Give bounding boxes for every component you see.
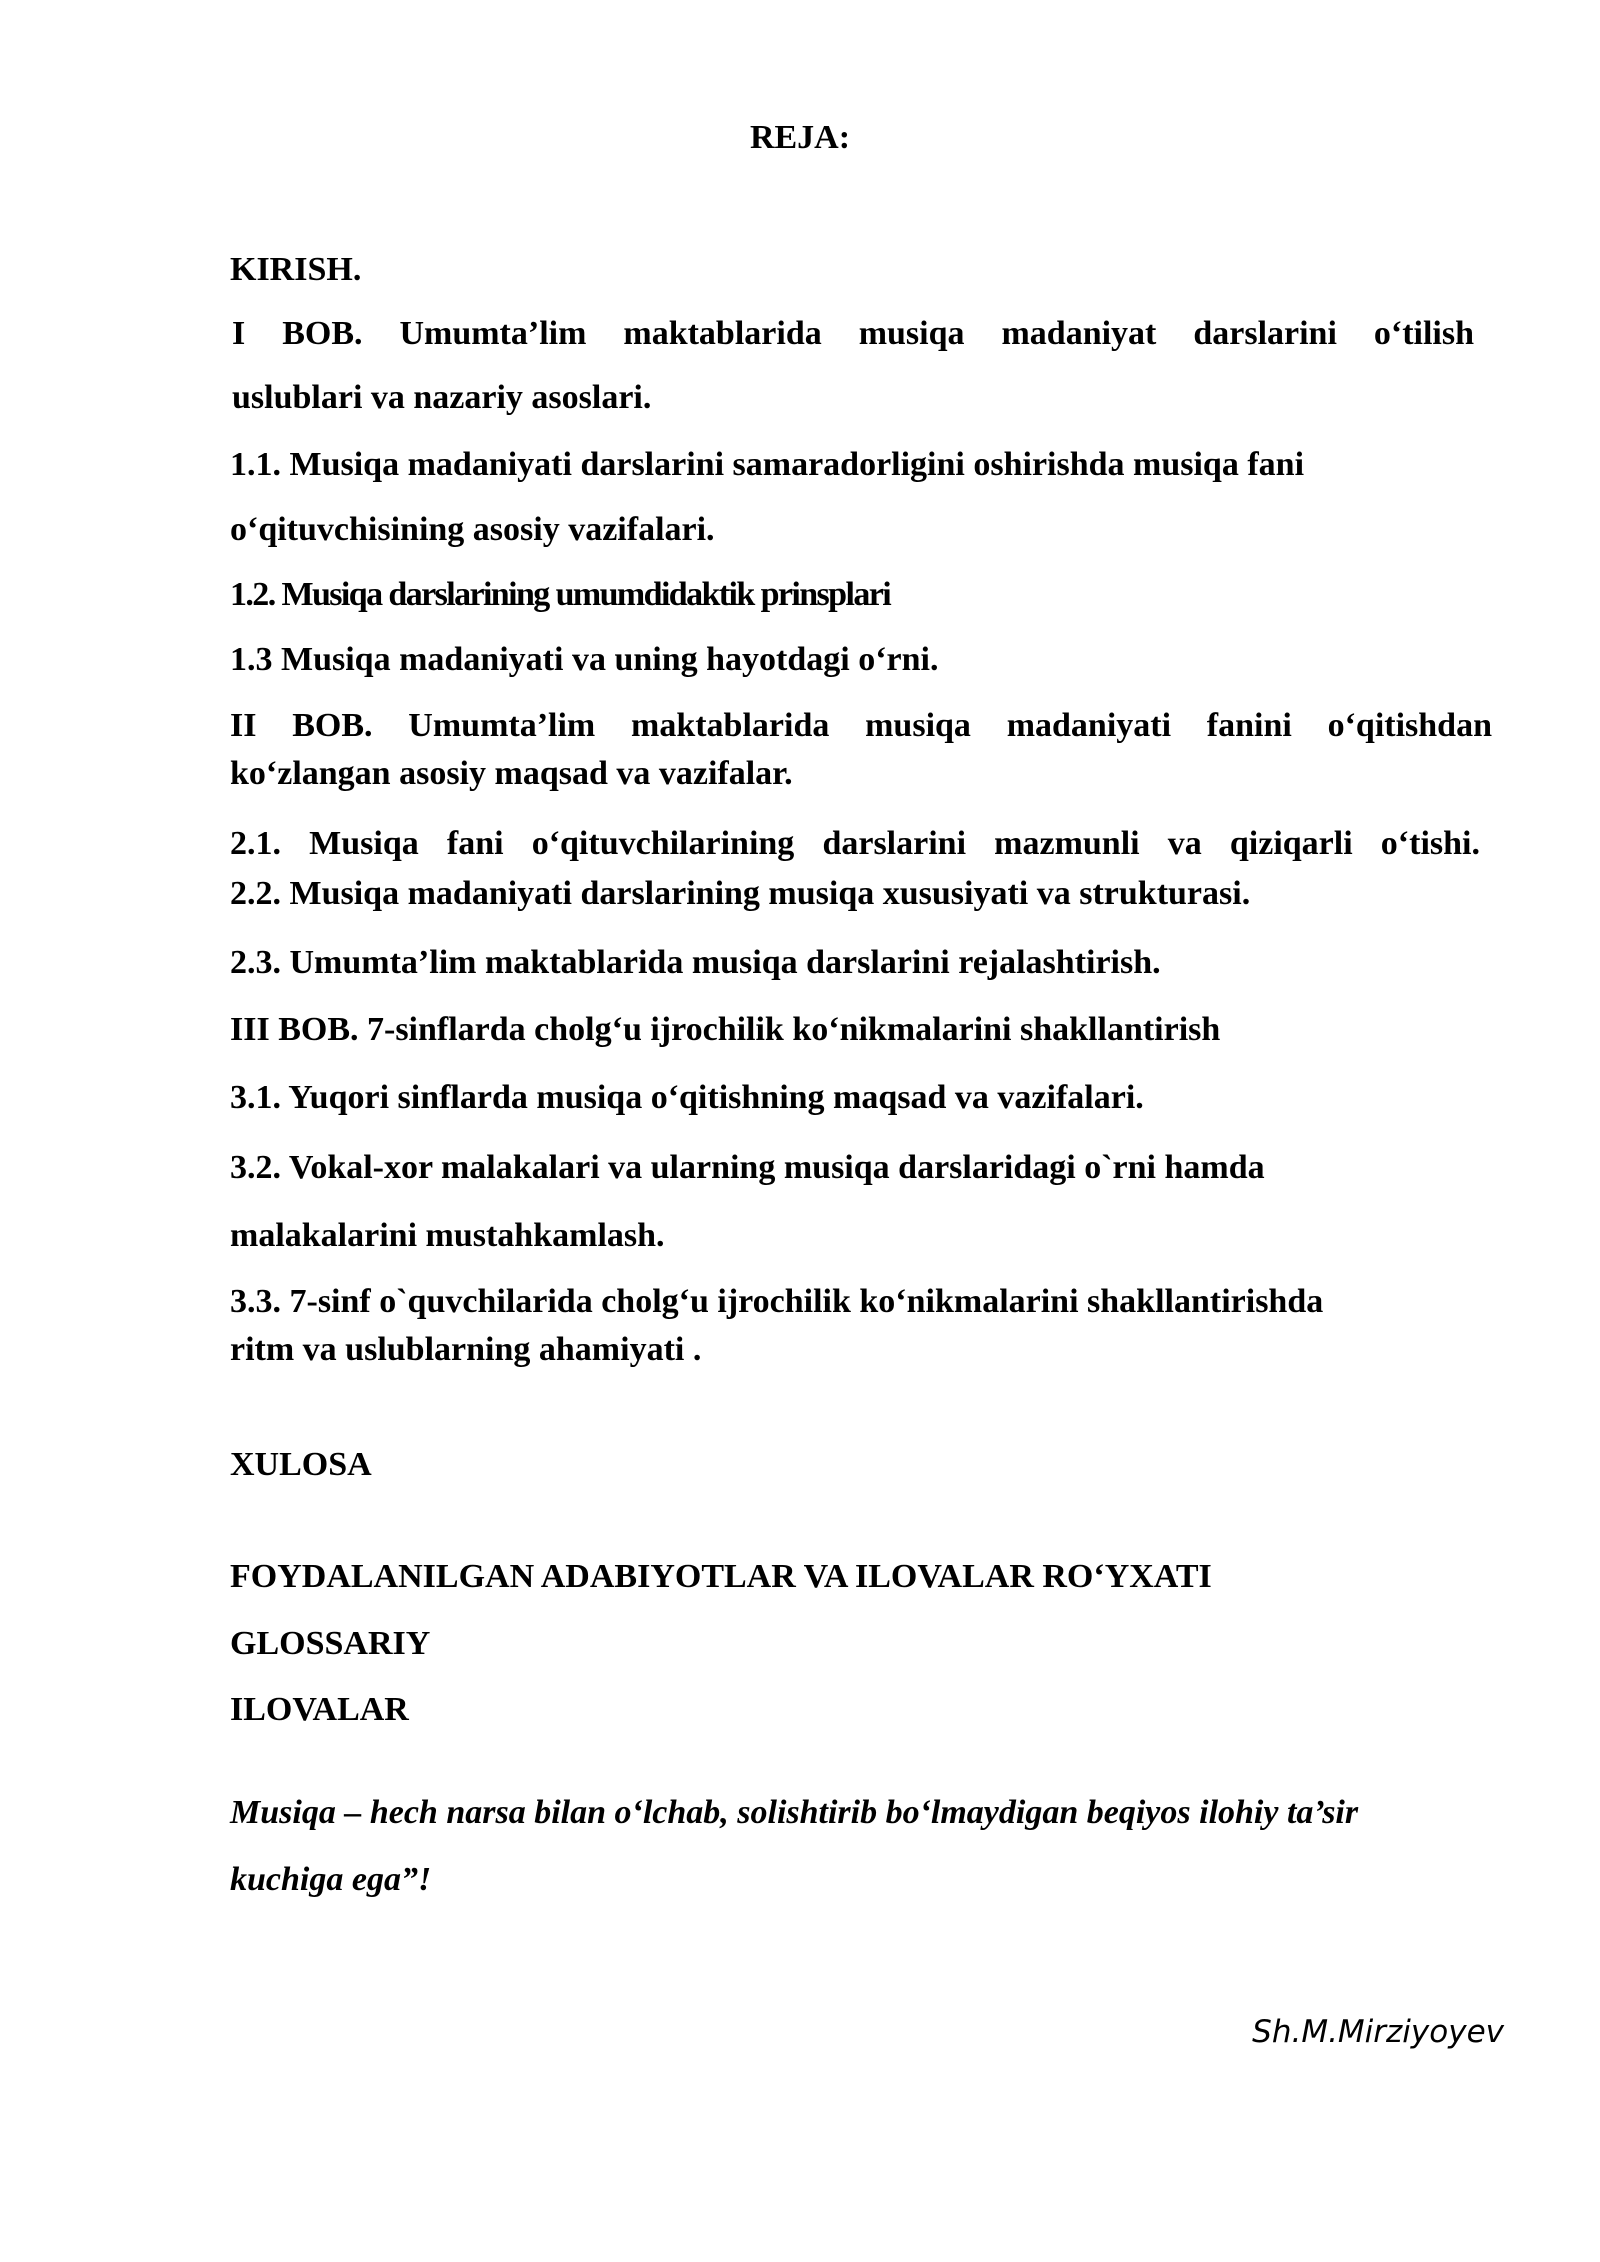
toc-section-3-2-line-2: malakalarini mustahkamlash.: [230, 1217, 665, 1254]
toc-section-3-3-line-1: 3.3. 7-sinf o`quvchilarida cholg‘u ijrochilik ko‘nikmalarini shakllantirishda: [230, 1283, 1324, 1320]
toc-section-1-1-line-2: o‘qituvchisining asosiy vazifalari.: [230, 511, 715, 548]
epigraph-author: Sh.M.Mirziyoyev: [1252, 2014, 1504, 2050]
toc-kirish: KIRISH.: [230, 251, 362, 288]
toc-section-2-3: 2.3. Umumta’lim maktablarida musiqa darslarini rejalashtirish.: [230, 944, 1161, 981]
toc-appendices: ILOVALAR: [230, 1691, 409, 1728]
toc-section-1-3: 1.3 Musiqa madaniyati va uning hayotdagi o‘rni.: [230, 641, 939, 678]
toc-section-3-2-line-1: 3.2. Vokal-xor malakalari va ularning musiqa darslaridagi o`rni hamda: [230, 1149, 1265, 1186]
toc-section-3-3-line-2: ritm va uslublarning ahamiyati .: [230, 1331, 702, 1368]
page-title: REJA:: [749, 119, 851, 156]
toc-section-1-1-line-1: 1.1. Musiqa madaniyati darslarini samaradorligini oshirishda musiqa fani: [230, 446, 1305, 483]
toc-xulosa: XULOSA: [230, 1446, 372, 1483]
toc-section-3-1: 3.1. Yuqori sinflarda musiqa o‘qitishning maqsad va vazifalari.: [230, 1079, 1144, 1116]
toc-glossary: GLOSSARIY: [230, 1625, 431, 1662]
toc-chapter-3: III BOB. 7-sinflarda cholg‘u ijrochilik ko‘nikmalarini shakllantirish: [230, 1011, 1221, 1048]
toc-chapter-1-line-1: I BOB. Umumta’lim maktablarida musiqa madaniyat darslarini o‘tilish: [232, 315, 1474, 352]
toc-section-1-2: 1.2. Musiqa darslarining umumdidaktik prinsplari: [230, 576, 891, 613]
toc-chapter-2-line-2: ko‘zlangan asosiy maqsad va vazifalar.: [230, 755, 793, 792]
toc-section-2-1: 2.1. Musiqa fani o‘qituvchilarining darslarini mazmunli va qiziqarli o‘tishi.: [230, 825, 1480, 862]
epigraph-line-1: Musiqa – hech narsa bilan o‘lchab, solishtirib bo‘lmaydigan beqiyos ilohiy ta’sir: [230, 1794, 1359, 1831]
toc-section-2-2: 2.2. Musiqa madaniyati darslarining musiqa xususiyati va strukturasi.: [230, 875, 1251, 912]
toc-chapter-1-line-2: uslublari va nazariy asoslari.: [232, 379, 652, 416]
toc-chapter-2-line-1: II BOB. Umumta’lim maktablarida musiqa madaniyati fanini o‘qitishdan: [230, 707, 1492, 744]
toc-references: FOYDALANILGAN ADABIYOTLAR VA ILOVALAR RO‘YXATI: [230, 1558, 1212, 1595]
epigraph-line-2: kuchiga ega”!: [230, 1861, 432, 1898]
